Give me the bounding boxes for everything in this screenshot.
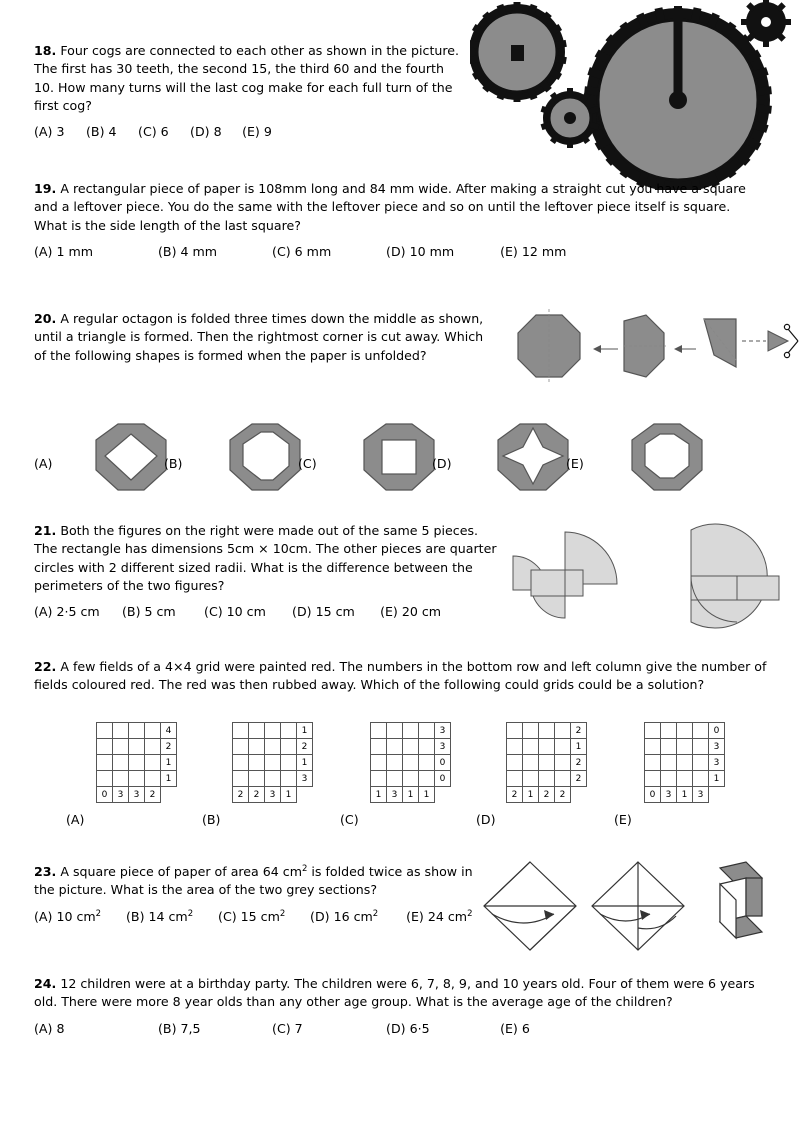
question-21-choice-e[interactable]: (E) 20 cm (380, 604, 442, 619)
question-19-number: 19. (34, 181, 57, 196)
question-20-label-b: (B) (164, 456, 183, 471)
question-23-choice-c-sup: 2 (279, 908, 286, 919)
grid-cell[interactable] (693, 723, 709, 739)
grid-cell[interactable] (387, 739, 403, 755)
grid-column-clue: 2 (539, 787, 555, 803)
question-20-label-a: (A) (34, 456, 53, 471)
grid-row-clue: 4 (161, 723, 177, 739)
grid-cell[interactable] (129, 771, 145, 787)
grid-column-clue: 1 (281, 787, 297, 803)
question-20-label-e: (E) (566, 456, 584, 471)
grid-cell[interactable] (507, 739, 523, 755)
question-24-choice-d[interactable]: (D) 6·5 (386, 1020, 430, 1036)
grid-row-clue: 0 (435, 771, 451, 787)
question-22-option-label: (B) (202, 812, 221, 827)
question-18-choices (34, 124, 464, 139)
question-22-option-label: (A) (66, 812, 85, 827)
grid-column-clue: 1 (523, 787, 539, 803)
grid-cell[interactable] (539, 771, 555, 787)
question-21-choice-c[interactable]: (C) 10 cm (204, 604, 266, 619)
question-24-choice-a[interactable]: (A) 8 (34, 1020, 65, 1036)
grid-row (233, 755, 313, 771)
grid-cell[interactable] (249, 739, 265, 755)
grid-cell[interactable] (113, 755, 129, 771)
grid-bottom-row (97, 787, 177, 803)
grid-column-clue: 2 (145, 787, 161, 803)
grid-column-clue: 1 (677, 787, 693, 803)
question-22-option-label: (C) (340, 812, 359, 827)
grid-table (506, 722, 587, 803)
grid-cell[interactable] (403, 771, 419, 787)
paper-folding-figure (480, 858, 800, 958)
question-22-grid-option[interactable] (506, 722, 587, 803)
grid-bottom-row (371, 787, 451, 803)
question-21-choice-a[interactable]: (A) 2·5 cm (34, 604, 100, 619)
pinwheel-figure (513, 532, 617, 618)
grid-row (371, 771, 451, 787)
grid-cell[interactable] (403, 739, 419, 755)
grid-column-clue: 1 (403, 787, 419, 803)
question-23-body-1: A square piece of paper of area 64 cm (60, 864, 302, 880)
grid-table (96, 722, 177, 803)
question-22 (34, 658, 774, 695)
grid-column-clue: 3 (129, 787, 145, 803)
grid-cell[interactable] (419, 739, 435, 755)
grid-row (645, 723, 725, 739)
question-22-body: A few fields of a 4×4 grid were painted red. The numbers in the bottom row and left column give the number of fields coloured red. The red was then rubbed away. Which of the following could grids could be a solution? (34, 659, 767, 693)
question-20-label-c: (C) (298, 456, 317, 471)
grid-cell[interactable] (539, 723, 555, 739)
grid-row (97, 755, 177, 771)
answer-shape-e (632, 424, 702, 490)
grid-cell[interactable] (523, 755, 539, 771)
question-24 (34, 975, 774, 1036)
question-18-choice-a[interactable]: (A) 3 (34, 124, 65, 139)
round-figure (691, 524, 779, 628)
grid-cell[interactable] (97, 739, 113, 755)
grid-column-clue: 2 (555, 787, 571, 803)
question-23-sup: 2 (302, 864, 308, 874)
question-23-choice-b-text: (B) 14 cm (126, 908, 188, 924)
grid-corner-cell (297, 787, 313, 803)
grid-row-clue: 3 (435, 739, 451, 755)
grid-cell[interactable] (129, 723, 145, 739)
grid-cell[interactable] (281, 739, 297, 755)
grid-corner-cell (571, 787, 587, 803)
question-21-choice-d[interactable]: (D) 15 cm (292, 604, 355, 619)
grid-cell[interactable] (281, 755, 297, 771)
grid-cell[interactable] (233, 723, 249, 739)
grid-row-clue: 1 (161, 771, 177, 787)
grid-cell[interactable] (371, 771, 387, 787)
answer-shape-a (96, 424, 166, 490)
grid-row (371, 739, 451, 755)
grid-cell[interactable] (233, 771, 249, 787)
question-23-choice-b[interactable] (126, 909, 214, 924)
question-24-choices (34, 1021, 774, 1036)
question-22-text (34, 658, 774, 695)
question-23-choice-b-sup: 2 (187, 908, 194, 919)
grid-row (507, 723, 587, 739)
question-20-text (34, 310, 494, 365)
question-21 (34, 522, 504, 619)
grid-cell[interactable] (661, 739, 677, 755)
grid-row-clue: 3 (435, 723, 451, 739)
question-20 (34, 310, 494, 365)
grid-cell[interactable] (539, 755, 555, 771)
grid-column-clue: 2 (249, 787, 265, 803)
question-21-body: Both the figures on the right were made out of the same 5 pieces. The rectangle has dimensions 5cm × 10cm. The other pieces are quarter circles with 2 different sized radii. What is the difference between the perimeters of the two figures? (34, 523, 497, 593)
question-23-choices (34, 909, 494, 924)
question-19 (34, 180, 764, 259)
grid-cell[interactable] (265, 771, 281, 787)
grid-cell[interactable] (677, 755, 693, 771)
grid-corner-cell (709, 787, 725, 803)
question-19-choice-c[interactable]: (C) 6 mm (272, 243, 332, 259)
grid-cell[interactable] (419, 771, 435, 787)
answer-shape-c (364, 424, 434, 490)
grid-row-clue: 1 (571, 739, 587, 755)
grid-cell[interactable] (371, 755, 387, 771)
grid-column-clue: 0 (97, 787, 113, 803)
grid-cell[interactable] (145, 723, 161, 739)
fold-step-2 (592, 862, 684, 950)
grid-cell[interactable] (249, 723, 265, 739)
grid-row-clue: 2 (571, 723, 587, 739)
grid-cell[interactable] (387, 723, 403, 739)
question-18-text (34, 42, 464, 115)
grid-cell[interactable] (677, 739, 693, 755)
grid-cell[interactable] (555, 771, 571, 787)
grid-row (97, 771, 177, 787)
octagon-shape (518, 309, 580, 383)
question-19-choice-d[interactable]: (D) 10 mm (386, 243, 455, 259)
grid-bottom-row (645, 787, 725, 803)
grid-table (232, 722, 313, 803)
fold-step-1 (484, 862, 576, 950)
grid-row-clue: 0 (709, 723, 725, 739)
grid-column-clue: 2 (233, 787, 249, 803)
question-18-choice-b[interactable]: (B) 4 (86, 124, 117, 139)
grid-row (507, 771, 587, 787)
grid-cell[interactable] (265, 723, 281, 739)
cog-medium (470, 2, 567, 102)
grid-row (97, 723, 177, 739)
grid-column-clue: 1 (371, 787, 387, 803)
grid-cell[interactable] (419, 723, 435, 739)
grid-cell[interactable] (523, 771, 539, 787)
grid-cell[interactable] (129, 755, 145, 771)
grid-row (233, 739, 313, 755)
grid-column-clue: 1 (419, 787, 435, 803)
grid-cell[interactable] (387, 771, 403, 787)
grid-row-clue: 1 (161, 755, 177, 771)
grid-row-clue: 3 (709, 755, 725, 771)
grid-row-clue: 2 (571, 771, 587, 787)
question-24-body: 12 children were at a birthday party. The children were 6, 7, 8, 9, and 10 years old. Four of them were 6 years old. There were more 8 year olds than any other age group. What is the average age of the children? (34, 976, 755, 1010)
grid-cell[interactable] (677, 723, 693, 739)
question-24-text (34, 975, 774, 1012)
grid-cell[interactable] (113, 739, 129, 755)
grid-bottom-row (507, 787, 587, 803)
question-23-choice-d-text: (D) 16 cm (310, 908, 373, 924)
fold-arrow-2 (674, 345, 696, 353)
grid-row (645, 771, 725, 787)
question-22-number: 22. (34, 659, 57, 674)
grid-corner-cell (161, 787, 177, 803)
grid-row (371, 755, 451, 771)
grid-row-clue: 1 (297, 723, 313, 739)
question-20-number: 20. (34, 311, 57, 326)
grid-row-clue: 1 (297, 755, 313, 771)
question-24-choice-c[interactable]: (C) 7 (272, 1020, 303, 1036)
grid-cell[interactable] (555, 755, 571, 771)
question-23-choice-a-text: (A) 10 cm (34, 908, 96, 924)
grid-cell[interactable] (97, 723, 113, 739)
question-20-label-d: (D) (432, 456, 452, 471)
grid-cell[interactable] (539, 739, 555, 755)
grid-row (507, 739, 587, 755)
grid-cell[interactable] (693, 771, 709, 787)
question-18-choice-d[interactable]: (D) 8 (190, 124, 222, 139)
grid-cell[interactable] (281, 723, 297, 739)
grid-corner-cell (435, 787, 451, 803)
grid-cell[interactable] (507, 755, 523, 771)
grid-row (507, 755, 587, 771)
grid-cell[interactable] (113, 723, 129, 739)
grid-row-clue: 2 (571, 755, 587, 771)
question-22-grid-options (34, 722, 784, 840)
answer-shape-b (230, 424, 300, 490)
grid-row (97, 739, 177, 755)
grid-table (370, 722, 451, 803)
question-18-choice-e[interactable]: (E) 9 (242, 124, 272, 139)
grid-cell[interactable] (265, 755, 281, 771)
grid-cell[interactable] (507, 771, 523, 787)
question-19-body: A rectangular piece of paper is 108mm long and 84 mm wide. After making a straight cut you have a square and a leftover piece. You do the same with the leftover piece and so on until the leftover piece itself is square. What is the side length of the last square? (34, 181, 746, 233)
grid-cell[interactable] (645, 739, 661, 755)
grid-row (233, 723, 313, 739)
question-23-body-2: is folded twice as show in the picture. What is the area of the two grey sections? (34, 864, 473, 898)
grid-row-clue: 1 (709, 771, 725, 787)
grid-cell[interactable] (693, 739, 709, 755)
grid-cell[interactable] (265, 739, 281, 755)
grid-cell[interactable] (645, 723, 661, 739)
grid-cell[interactable] (661, 755, 677, 771)
grid-row (645, 739, 725, 755)
grid-bottom-row (233, 787, 313, 803)
half-octagon-shape (624, 315, 666, 377)
grid-cell[interactable] (145, 755, 161, 771)
grid-cell[interactable] (249, 755, 265, 771)
question-24-choice-b[interactable]: (B) 7,5 (158, 1020, 201, 1036)
question-23-number: 23. (34, 864, 57, 880)
question-23-text (34, 863, 494, 900)
grid-cell[interactable] (233, 755, 249, 771)
grid-cell[interactable] (129, 739, 145, 755)
grid-row-clue: 2 (161, 739, 177, 755)
question-22-grid-option[interactable] (232, 722, 313, 803)
grid-row-clue: 3 (297, 771, 313, 787)
question-22-grid-option[interactable] (370, 722, 451, 803)
grid-row-clue: 0 (435, 755, 451, 771)
grid-column-clue: 3 (661, 787, 677, 803)
grid-cell[interactable] (97, 755, 113, 771)
question-18 (34, 42, 464, 139)
question-19-choice-e[interactable]: (E) 12 mm (500, 243, 567, 259)
grid-cell[interactable] (523, 739, 539, 755)
grid-cell[interactable] (249, 771, 265, 787)
grid-column-clue: 3 (693, 787, 709, 803)
grid-column-clue: 3 (387, 787, 403, 803)
grid-cell[interactable] (661, 723, 677, 739)
grid-cell[interactable] (371, 739, 387, 755)
cogs-figure (470, 0, 800, 185)
question-19-choice-a[interactable]: (A) 1 mm (34, 243, 93, 259)
question-23-choice-e-sup: 2 (467, 908, 473, 919)
grid-cell[interactable] (281, 771, 297, 787)
grid-cell[interactable] (145, 771, 161, 787)
grid-cell[interactable] (645, 755, 661, 771)
question-24-number: 24. (34, 976, 57, 991)
grid-cell[interactable] (645, 771, 661, 787)
grid-row (645, 755, 725, 771)
question-24-choice-e[interactable]: (E) 6 (500, 1020, 530, 1036)
question-18-number: 18. (34, 43, 57, 58)
grid-cell[interactable] (371, 723, 387, 739)
grid-cell[interactable] (419, 755, 435, 771)
question-19-text (34, 180, 764, 235)
grid-cell[interactable] (507, 723, 523, 739)
grid-cell[interactable] (145, 739, 161, 755)
question-21-number: 21. (34, 523, 57, 538)
question-23-choice-a[interactable] (34, 909, 122, 924)
grid-cell[interactable] (403, 723, 419, 739)
cut-triangle-shape (768, 331, 788, 351)
quarter-circle-pieces-figure (505, 518, 795, 628)
question-18-choice-c[interactable]: (C) 6 (138, 124, 169, 139)
grid-row (371, 723, 451, 739)
grid-cell[interactable] (555, 739, 571, 755)
question-23-choice-e[interactable] (406, 909, 472, 924)
grid-cell[interactable] (233, 739, 249, 755)
grid-row-clue: 2 (297, 739, 313, 755)
question-23 (34, 863, 494, 924)
question-23-choice-a-sup: 2 (95, 908, 102, 919)
question-23-choice-d[interactable] (310, 909, 402, 924)
question-20-answer-figures (34, 412, 774, 507)
grid-cell[interactable] (661, 771, 677, 787)
grid-column-clue: 0 (645, 787, 661, 803)
grid-row-clue: 3 (709, 739, 725, 755)
grid-cell[interactable] (113, 771, 129, 787)
octagon-folding-figure (500, 305, 800, 405)
grid-cell[interactable] (693, 755, 709, 771)
question-23-choice-e-text: (E) 24 cm (406, 908, 468, 924)
folded-triangle-shape (704, 319, 736, 367)
question-21-choices (34, 604, 504, 619)
question-21-text (34, 522, 504, 595)
answer-shape-d (498, 424, 568, 490)
grid-table (644, 722, 725, 803)
question-21-choice-b[interactable]: (B) 5 cm (122, 604, 176, 619)
question-23-choice-c-text: (C) 15 cm (218, 908, 280, 924)
question-23-choice-c[interactable] (218, 909, 306, 924)
question-19-choices (34, 244, 764, 259)
grid-row (233, 771, 313, 787)
grid-cell[interactable] (555, 723, 571, 739)
grid-cell[interactable] (523, 723, 539, 739)
grid-cell[interactable] (677, 771, 693, 787)
question-22-option-label: (E) (614, 812, 632, 827)
question-22-grid-option[interactable] (96, 722, 177, 803)
grid-column-clue: 3 (265, 787, 281, 803)
grid-column-clue: 2 (507, 787, 523, 803)
question-20-body: A regular octagon is folded three times down the middle as shown, until a triangle is formed. Then the rightmost corner is cut away. Which of the following shapes is formed when the paper is unfolded? (34, 311, 484, 363)
grid-column-clue: 3 (113, 787, 129, 803)
fold-result (720, 862, 762, 938)
question-22-option-label: (D) (476, 812, 496, 827)
question-18-body: Four cogs are connected to each other as shown in the picture. The first has 30 teeth, the second 15, the third 60 and the fourth 10. How many turns will the last cog make for each full turn of the first cog? (34, 43, 460, 113)
question-23-choice-d-sup: 2 (372, 908, 379, 919)
question-22-grid-option[interactable] (644, 722, 725, 803)
grid-cell[interactable] (97, 771, 113, 787)
question-19-choice-b[interactable]: (B) 4 mm (158, 243, 218, 259)
grid-cell[interactable] (403, 755, 419, 771)
grid-cell[interactable] (387, 755, 403, 771)
fold-arrow-1 (593, 345, 618, 353)
